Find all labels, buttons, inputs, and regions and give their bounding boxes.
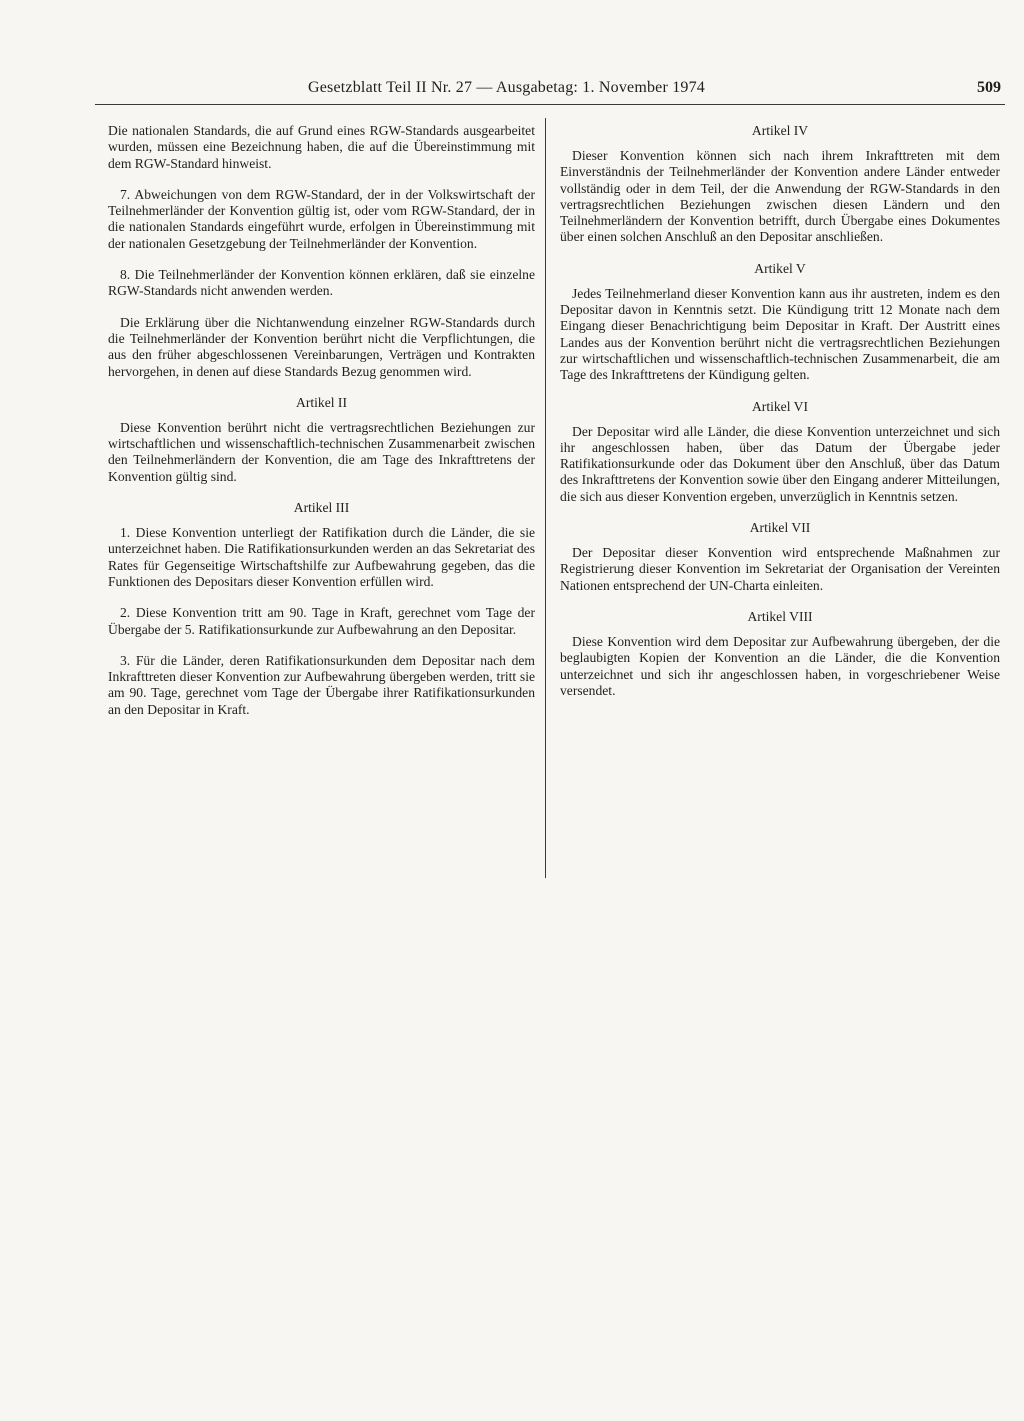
page-header <box>95 78 1005 105</box>
article-8-text: Diese Konvention wird dem Depositar zur Aufbewahrung übergeben, der die beglaubigten Kopien der Konvention an die Länder, die die Konvention unterzeichnet und sich ihr angeschlossen haben, in vorgeschriebener Weise versendet. <box>560 633 1000 698</box>
header-title: Gesetzblatt Teil II Nr. 27 — Ausgabetag: 1. November 1974 <box>308 79 706 96</box>
article-3-paragraph-1: 1. Diese Konvention unterliegt der Ratifikation durch die Länder, die sie unterzeichnet haben. Die Ratifikationsurkunden werden an das Sekretariat des Rates für Gegenseitige Wirtschaftshilfe zur Aufbewahrung gegeben, das die Funktionen des Depositars dieser Konvention erfüllen wird. <box>108 525 535 589</box>
article-2-text: Diese Konvention berührt nicht die vertragsrechtlichen Beziehungen zur wirtschaftlichen und wissenschaftlich-technischen Zusammenarbeit zwischen den Teilnehmerländern der Konvention, die am Tage des Inkrafttretens der Konvention gültig sind. <box>108 419 535 484</box>
article-7-heading: Artikel VII <box>749 520 811 536</box>
article-8-heading: Artikel VIII <box>747 608 813 624</box>
article-2-heading: Artikel II <box>296 394 347 410</box>
paragraph-intro: Die nationalen Standards, die auf Grund eines RGW-Standards ausgearbeitet wurden, müssen eine Bezeichnung haben, die auf die Übereinstimmung mit dem RGW-Standard hinweist. <box>108 123 535 171</box>
article-6-heading: Artikel VI <box>751 398 808 414</box>
article-6-text: Der Depositar wird alle Länder, die diese Konvention unterzeichnet und sich ihr angeschlossen haben, über das Datum der Übergabe jeder Ratifikationsurkunde oder das Dokument über den Anschluß, über das Datum des Inkrafttretens der Konvention sowie über den Eingang anderer Mitteilungen, die sich aus dieser Konvention ergeben, unverzüglich in Kenntnis setzen. <box>560 423 1000 504</box>
article-5-heading: Artikel V <box>754 260 806 276</box>
article-3-paragraph-3: 3. Für die Länder, deren Ratifikationsurkunden dem Depositar nach dem Inkrafttreten dieser Konvention zur Aufbewahrung übergeben werden, tritt sie am 90. Tage, gerechnet vom Tage der Übergabe ihrer Ratifikationsurkunden an den Depositar in Kraft. <box>108 652 535 717</box>
article-4-heading: Artikel IV <box>751 123 809 138</box>
paragraph-8b: Die Erklärung über die Nichtanwendung einzelner RGW-Standards durch die Teilnehmerländer der Konvention berührt nicht die Verpflichtungen, die aus den früher abgeschlossenen Vereinbarungen, Verträgen und Kontrakten hervorgehen, in denen auf diese Standards Bezug genommen wird. <box>108 314 535 379</box>
column-divider <box>545 118 546 878</box>
article-3-heading: Artikel III <box>293 500 350 516</box>
paragraph-8: 8. Die Teilnehmerländer der Konvention können erklären, daß sie einzelne RGW-Standards nicht anwenden werden. <box>108 267 535 299</box>
left-column <box>108 123 535 733</box>
article-7-text: Der Depositar dieser Konvention wird entsprechende Maßnahmen zur Registrierung dieser Konvention im Sekretariat der Organisation der Vereinten Nationen entsprechend der UN-Charta einleiten. <box>560 545 1000 593</box>
article-4-text: Dieser Konvention können sich nach ihrem Inkrafttreten mit dem Einverständnis der Teilnehmerländer der Konvention andere Länder entweder vollständig oder in dem Teil, der die Anwendung der RGW-Standards in den vertragsrechtlichen Beziehungen zwischen diesen Ländern und den Teilnehmerländern der Konvention betrifft, durch Übergabe eines Dokumentes über einen solchen Anschluß an den Depositar anschließen. <box>560 148 1000 245</box>
article-3-paragraph-2: 2. Diese Konvention tritt am 90. Tage in Kraft, gerechnet vom Tage der Übergabe der 5. Ratifikationsurkunde zur Aufbewahrung an den Depositar. <box>108 605 535 637</box>
right-column <box>560 123 1000 714</box>
paragraph-7: 7. Abweichungen von dem RGW-Standard, der in der Volkswirtschaft der Teilnehmerländer der Konvention gültig ist, oder vom RGW-Standard, der in die nationalen Standards eingeführt wurde, erfolgen in Übereinstimmung mit der nationalen Gesetzgebung der Teilnehmerländer der Konvention. <box>108 186 535 251</box>
page-number: 509 <box>977 79 1001 96</box>
article-5-text: Jedes Teilnehmerland dieser Konvention kann aus ihr austreten, indem es den Depositar davon in Kenntnis setzt. Die Kündigung tritt 12 Monate nach dem Eingang dieser Benachrichtigung beim Depositar in Kraft. Der Austritt eines Landes aus der Konvention berührt nicht die vertragsrechtlichen Beziehungen zur wirtschaftlichen und wissenschaftlich-technischen Zusammenarbeit, die am Tage des Inkrafttretens der Kündigung gelten. <box>560 285 1000 383</box>
